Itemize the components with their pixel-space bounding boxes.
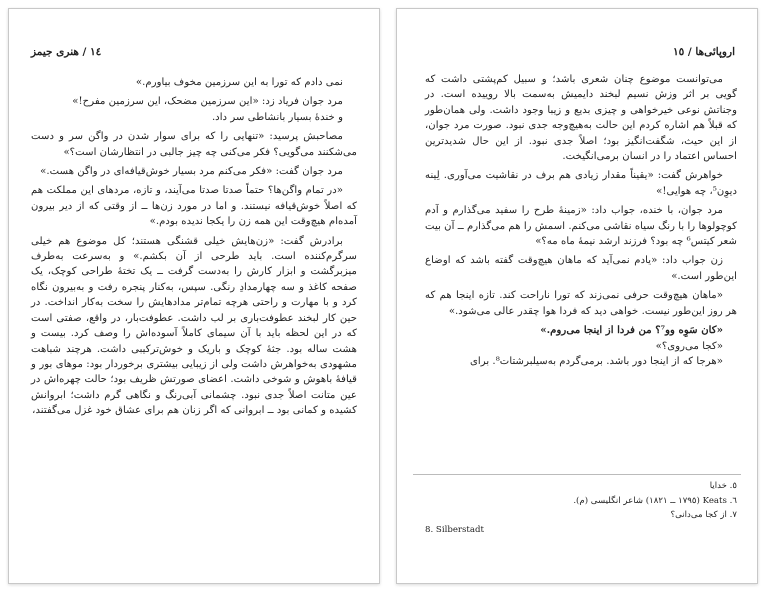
paragraph: مرد جوان فریاد زد: «این سرزمین مضحک، این سرزمین مفرح!» <box>72 96 343 108</box>
footnote: ٧. از کجا می‌دانی؟ <box>670 510 737 520</box>
page-body <box>31 75 357 419</box>
page-body <box>425 72 737 369</box>
footnote-divider <box>413 474 741 475</box>
page-header: ١٤ / هنری جیمز <box>31 46 102 58</box>
paragraph: «ماهان هیچ‌وقت حرفی نمی‌زند که تورا ناراحت کند. تازه اینجا هم که هر روز این‌طور نیست. خواهی دید که فردا هوا چقدر عالی می‌شود.» <box>425 290 737 317</box>
paragraph: زن جواب داد: «یادم نمی‌آید که ماهان هیچ‌وقت گفته باشد که اوضاع این‌طور است.» <box>425 255 737 282</box>
footnote: ٥. خدایا <box>709 481 737 491</box>
paragraph: و خندهٔ بسیار بانشاطی سر داد. <box>211 111 343 123</box>
paragraph: خواهرش گفت: «یقیناً مقدار زیادی هم برف در نقاشیت می‌آوری. لِینه دیوِن⁵، چه هوایی!» <box>425 170 737 197</box>
paragraph: برادرش گفت: «زن‌هایش خیلی قشنگی هستند؛ کل موضوع هم خیلی سرگرم‌کننده است. باید طرحی از آن بکشم.» و به‌سرعت به‌طرف میزبرگشت و ابزار کارش را به‌دست گرفت ــ یک تختهٔ طراحی کوچک، یک صفحه کاغذ و سه چهارمدادِ رنگی. سپس، به‌کنار پنجره رفت و به‌بیرون نگاه کرد و با مهارت و راحتی هرچه تمام‌تر مدادهایش را سخت به‌کار انداخت. در حین کار لبخند عطوفت‌باری بر لب داشت. عطوفت‌بار، در واقع، صفتی است که در این لحظه باید با آن سیمای کاملاً آسوده‌اش را وصف کرد. بیست و هشت ساله بود. جثهٔ کوچک و باریک و خوش‌ترکیبی داشت. هرچند شباهت مشهودی به‌خواهرش داشت ولی از زیبایی بیشتری برخوردار بود: موهای بور و قیافهٔ باهوش و شوخی داشت. اعضای صورتش ظریف بود؛ حالت چهره‌اش در عین متانت اصلاً جدی نبود. چشمانی آبی‌رنگ و نگاهی گرم داشت؛ ابروانش کشیده و کمانی بود ــ ابروانی که اگر زنان هم برای عشاق خود غزل می‌گفتند، <box>31 235 357 417</box>
paragraph: مصاحبش پرسید: «تنهایی را که برای سوار شدن در واگن سر و دست می‌شکنند می‌گویی؟ فکر می‌کنی چه چیز جالبی در انتظارشان است؟» <box>31 131 357 158</box>
paragraph: مرد جوان، با خنده، جواب داد: «زمینهٔ طرح را سفید می‌گذارم و آدم کوچولوها را با رنگ سیاه نقاشی می‌کنم. اسمش را هم می‌گذارم ــ آن بیت شعر کیتس⁶ چه بود؟ فرزند ارشد نیمهٔ ماه مه؟» <box>425 205 737 248</box>
footnote: 8. Silberstadt <box>425 524 484 535</box>
paragraph: «کجا می‌روی؟» <box>655 340 723 352</box>
paragraph: مرد جوان گفت: «فکر می‌کنم مرد بسیار خوش‌قیافه‌ای در واگن هست.» <box>40 166 343 178</box>
page-header: اروپائی‌ها / ١٥ <box>672 46 735 58</box>
right-page <box>396 8 758 584</box>
paragraph: «کان سَوِه وو⁷؟ من فردا از اینجا می‌روم.» <box>540 324 723 337</box>
footnotes <box>425 479 737 537</box>
paragraph: «هرجا که از اینجا دور باشد. برمی‌گردم به‌سیلبرشتات⁸. برای <box>469 355 723 367</box>
left-page <box>8 8 380 584</box>
footnote: ٦. Keats (١٧٩٥ ــ ١٨٢١) شاعر انگلیسی (م). <box>573 495 737 506</box>
paragraph: می‌توانست موضوع چنان شعری باشد؛ و سبیل کم‌پشتی داشت که گویی بر اثر وزش نسیم لبخند دایمیش به‌سمت بالا روییده است. در وجناتش نوعی خیرخواهی و چیزی بدیع و زیبا وجود داشت. ولی همان‌طور که قبلاً هم اشاره کردم این حالت به‌هیچ‌وجه جدی نبود. صورت مرد جوان، از این حیث، شگفت‌انگیز بود؛ اصلاً جدی نبود. از این حال شدیدترین احساس اعتماد را در انسان برمی‌انگیخت. <box>425 74 737 163</box>
paragraph: نمی دادم که تورا به این سرزمین مخوف بیاورم.» <box>135 77 343 88</box>
paragraph: «در تمام واگن‌ها؟ حتماً صدتا صدتا می‌آیند، و تازه، مردهای این مملکت هم که اصلاً خوش‌قیافه نیستند. و اما در مورد زن‌ها ــ از وقتی که از دیر بیرون آمده‌ام هیچ‌وقت این همه زن را یکجا ندیده بودم.» <box>31 185 357 228</box>
